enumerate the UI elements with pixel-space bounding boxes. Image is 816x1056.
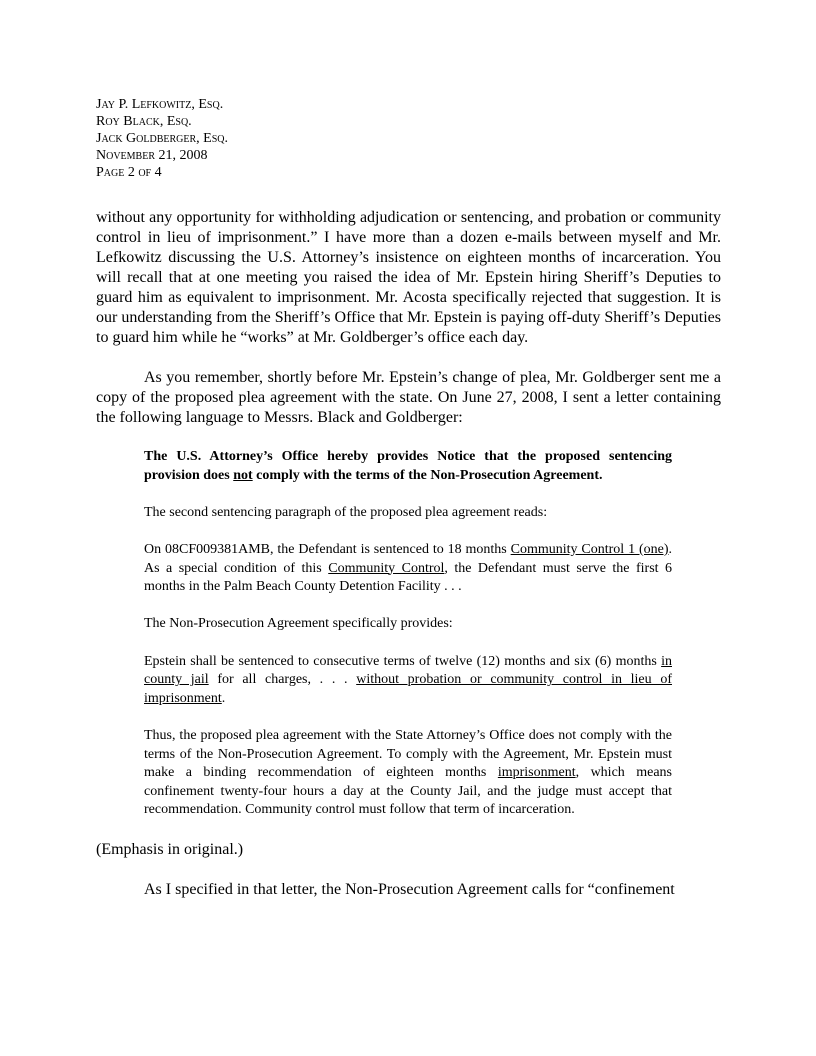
recipient-1: Jay P. Lefkowitz, Esq. bbox=[96, 97, 224, 112]
quote-npa-intro: The Non-Prosecution Agreement specifically provides: bbox=[144, 616, 453, 632]
quote-plea-text: On 08CF009381AMB, the Defendant is sentenced to 18 months Community Control 1 (one). As a special condition of this Community Control, the Defendant must serve the first 6 months in the Palm Beach County Detention Facility . . . bbox=[144, 541, 673, 595]
paragraph-plea-letter: As you remember, shortly before Mr. Epstein’s change of plea, Mr. Goldberger sent me a copy of the proposed plea agreement with the state. On June 27, 2008, I sent a letter containing the following language to Messrs. Black and Goldberger: bbox=[96, 369, 721, 426]
emphasis-note: (Emphasis in original.) bbox=[96, 840, 244, 858]
letter-date: November 21, 2008 bbox=[96, 148, 208, 163]
letter-header bbox=[96, 96, 228, 181]
quote-intro: The second sentencing paragraph of the proposed plea agreement reads: bbox=[144, 504, 548, 520]
letter-body bbox=[96, 208, 721, 900]
paragraph-confinement: As I specified in that letter, the Non-Prosecution Agreement calls for “confinement bbox=[144, 880, 675, 898]
page-number: Page 2 of 4 bbox=[96, 165, 162, 180]
block-quote bbox=[144, 448, 672, 820]
quote-npa-text: Epstein shall be sentenced to consecutive terms of twelve (12) months and six (6) months in county jail for all charges, . . . without probation or community control in lieu of imprisonment. bbox=[144, 653, 672, 706]
paragraph-continued: without any opportunity for withholding adjudication or sentencing, and probation or community control in lieu of imprisonment.” I have more than a dozen e-mails between myself and Mr. Lefkowitz discussing the U.S. Attorney’s insistence on eighteen months of incarceration. You will recall that at one meeting you raised the idea of Mr. Epstein hiring Sheriff’s Deputies to guard him as equivalent to imprisonment. Mr. Acosta specifically rejected that suggestion. It is our understanding from the Sheriff’s Office that Mr. Epstein is paying off-duty Sheriff’s Deputies to guard him while he “works” at Mr. Goldberger’s office each day. bbox=[96, 209, 721, 346]
recipient-3: Jack Goldberger, Esq. bbox=[96, 131, 229, 146]
quote-conclusion: Thus, the proposed plea agreement with the State Attorney’s Office does not comply with the terms of the Non-Prosecution Agreement. To comply with the Agreement, Mr. Epstein must make a binding recommendation of eighteen months imprisonment, which means confinement twenty-four hours a day at the County Jail, and the judge must accept that recommendation. Community control must follow that term of incarceration. bbox=[144, 727, 673, 818]
quote-notice: The U.S. Attorney’s Office hereby provides Notice that the proposed sentencing provision does not comply with the terms of the Non-Prosecution Agreement. bbox=[144, 449, 672, 483]
recipient-2: Roy Black, Esq. bbox=[96, 114, 192, 129]
